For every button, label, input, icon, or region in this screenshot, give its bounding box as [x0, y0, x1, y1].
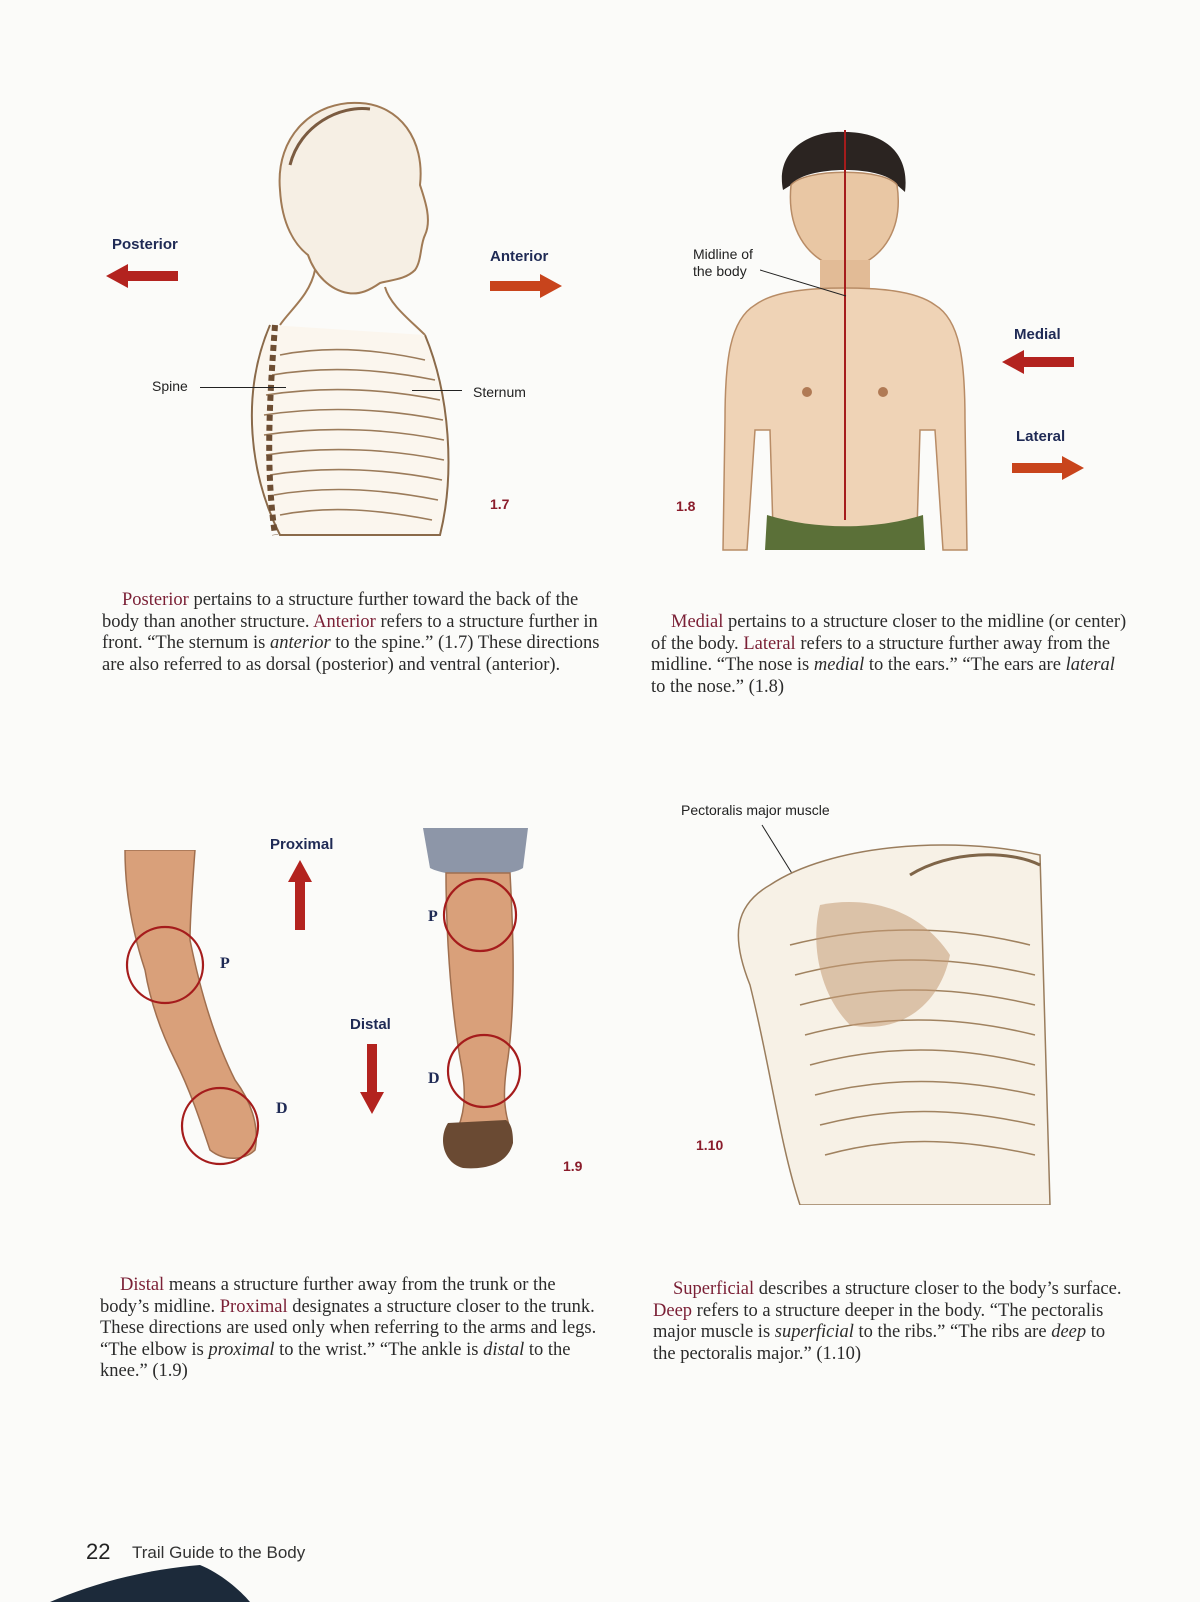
midline-leader-line	[760, 268, 850, 298]
anterior-arrow-icon	[488, 272, 562, 300]
midline-label-line2: the body	[693, 263, 747, 279]
figure-number: 1.10	[696, 1137, 724, 1153]
distal-arrow-icon	[358, 1042, 386, 1114]
profile-ribcage-illustration	[220, 95, 550, 545]
midline-label-line1: Midline of	[693, 246, 753, 262]
figure-number: 1.8	[676, 498, 696, 514]
distal-marker-leg: D	[428, 1070, 440, 1087]
arm-illustration	[120, 850, 280, 1170]
posterior-arrow-icon	[106, 262, 180, 290]
figure-1-10	[680, 795, 1080, 1205]
page-number: 22	[86, 1539, 111, 1564]
frontal-torso-illustration	[715, 130, 975, 560]
lateral-label: Lateral	[1016, 428, 1066, 445]
posterior-label: Posterior	[112, 236, 178, 253]
paragraph-superficial-deep: Superficial describes a structure closer to the body’s surface. Deep refers to a structure deeper in the body. “The pectoralis major muscle is superficial to the ribs.” “The ribs are deep to the pectoralis major.” (1.10)	[653, 1279, 1122, 1364]
figure-number: 1.9	[563, 1158, 583, 1174]
figure-number: 1.7	[490, 496, 510, 512]
proximal-marker-leg: P	[428, 908, 438, 925]
page-corner-shadow	[50, 1565, 250, 1602]
distal-marker-arm: D	[276, 1100, 288, 1117]
leg-illustration	[418, 828, 538, 1180]
medial-arrow-icon	[1002, 348, 1076, 376]
sternum-label: Sternum	[473, 384, 526, 400]
proximal-arrow-icon	[286, 860, 314, 932]
paragraph-medial-lateral: Medial pertains to a structure closer to the midline (or center) of the body. Lateral refers to a structure further away from the midline. “The nose is medial to the ears.” “The ears are lateral to the nose.” (1.8)	[651, 612, 1127, 697]
pectoralis-label: Pectoralis major muscle	[681, 802, 830, 818]
book-title: Trail Guide to the Body	[132, 1543, 306, 1562]
figure-1-8	[660, 120, 1090, 560]
medial-label: Medial	[1014, 326, 1061, 343]
spine-label: Spine	[152, 378, 188, 394]
figure-1-9	[100, 820, 620, 1180]
paragraph-posterior-anterior: Posterior pertains to a structure further toward the back of the body than another structure. Anterior refers to a structure further in front. “The sternum is anterior to the spine.” (1.7) These directions are also referred to as dorsal (posterior) and ventral (anterior).	[102, 590, 600, 675]
ribcage-pectoralis-illustration	[710, 815, 1070, 1205]
spine-leader-line	[200, 387, 286, 388]
anterior-label: Anterior	[490, 248, 549, 265]
figure-1-7	[90, 90, 610, 550]
proximal-label: Proximal	[270, 836, 334, 853]
distal-label: Distal	[350, 1016, 391, 1033]
proximal-marker-arm: P	[220, 955, 230, 972]
lateral-arrow-icon	[1010, 454, 1084, 482]
sternum-leader-line	[412, 390, 462, 391]
paragraph-distal-proximal: Distal means a structure further away from the trunk or the body’s midline. Proximal designates a structure closer to the trunk. These directions are used only when referring to the arms and legs. “The elbow is proximal to the wrist.” “The ankle is distal to the knee.” (1.9)	[100, 1275, 597, 1381]
